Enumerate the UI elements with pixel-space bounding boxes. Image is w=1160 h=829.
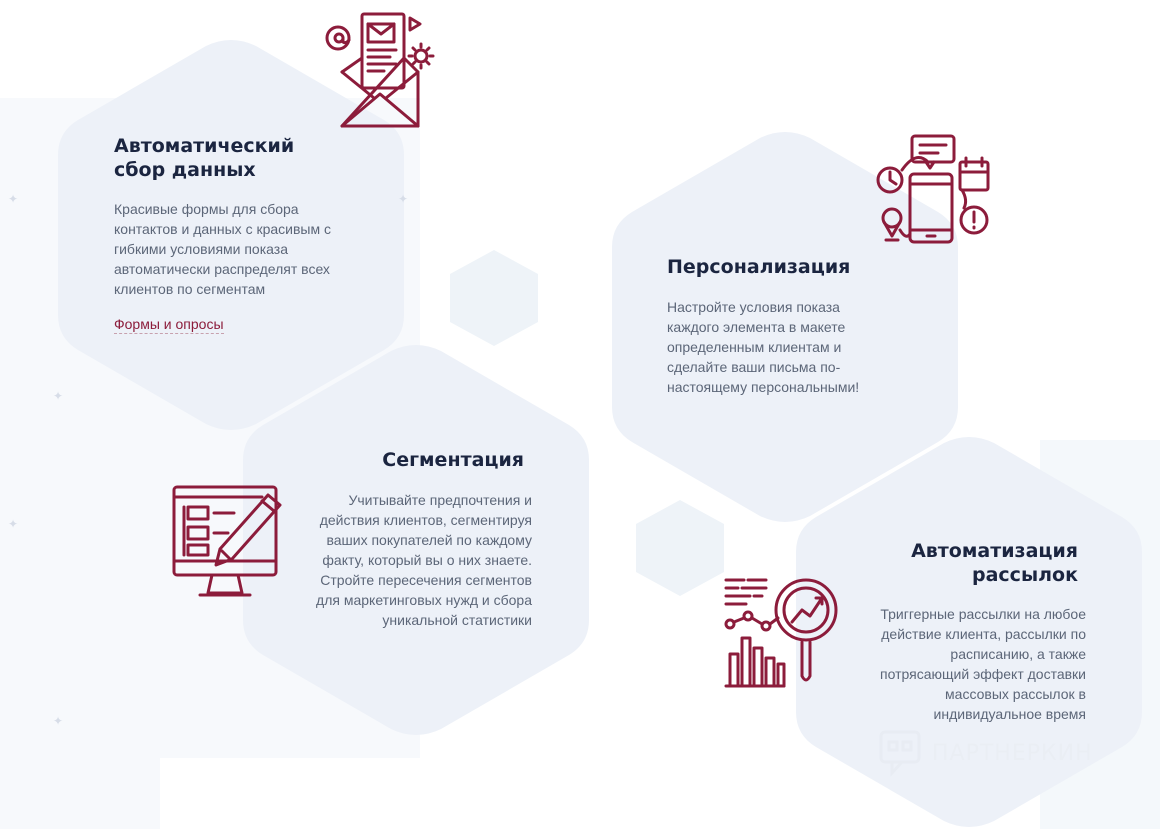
feature-title-data-collection: Автоматический сбор данных [114, 135, 295, 181]
forms-and-surveys-link[interactable]: Формы и опросы [114, 316, 224, 332]
feature-title-segmentation: Сегментация [382, 449, 524, 471]
sparkle-decoration: ✦ [53, 714, 64, 728]
feature-description-segmentation: Учитывайте предпочтения и действия клиентов, сегментируя ваших покупателей по каждому факту, который вы о них знаете. Стройте пересечения сегментов для маркетинговых нужд и сбора уникальной статистики [316, 492, 532, 628]
feature-title-personalization: Персонализация [667, 256, 851, 278]
feature-description-personalization: Настройте условия показа каждого элемента в макете определенным клиентам и сделайте ваши письма по-настоящему персональными! [667, 299, 860, 395]
feature-description-automation: Триггерные рассылки на любое действие клиента, рассылки по расписанию, а также потрясающий эффект доставки массовых рассылок в индивидуальное время [880, 606, 1086, 722]
analytics-magnifier-icon [722, 572, 840, 697]
monitor-pencil-icon [170, 483, 288, 604]
sparkle-decoration: ✦ [8, 192, 19, 206]
partnerkin-logo-icon [878, 729, 922, 777]
watermark-text: ПАРТНЕРКИН [932, 740, 1093, 766]
partnerkin-watermark [878, 728, 1118, 778]
decor-hexagon [450, 250, 538, 346]
smartphone-network-icon [872, 134, 992, 251]
feature-title-automation: Автоматизация рассылок [911, 540, 1078, 586]
email-envelope-icon [322, 10, 438, 133]
sparkle-decoration: ✦ [8, 517, 19, 531]
feature-description-data-collection: Красивые формы для сбора контактов и данных с красивым с гибкими условиями показа автоматически распределят всех клиентов по сегментам [114, 201, 331, 297]
sparkle-decoration: ✦ [53, 389, 64, 403]
sparkle-decoration: ✦ [398, 192, 409, 206]
background-panel-bottom-left [0, 430, 160, 829]
